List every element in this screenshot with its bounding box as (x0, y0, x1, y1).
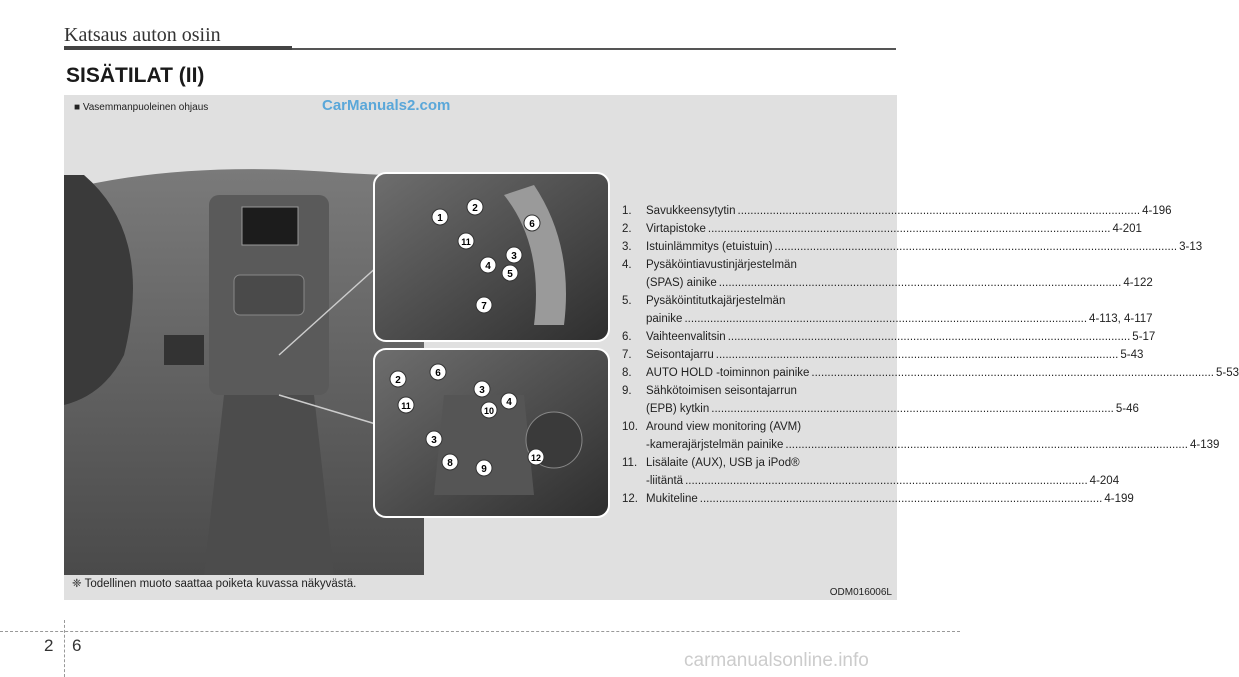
watermark-link[interactable]: CarManuals2.com (322, 97, 451, 114)
leader-dots (700, 490, 1103, 508)
footer-rule (0, 631, 960, 632)
item-number: 6. (622, 331, 632, 343)
leader-dots (775, 238, 1178, 256)
leader-dots (728, 328, 1131, 346)
component-list (622, 202, 1239, 508)
item-text: -kamerajärjstelmän painike (646, 439, 784, 451)
item-page-ref[interactable]: 5-43 (1120, 349, 1144, 361)
image-code: ODM016006L (829, 587, 892, 598)
item-page-ref[interactable]: 4-201 (1112, 223, 1142, 235)
pedal (164, 335, 204, 365)
list-item (622, 382, 1139, 418)
item-number: 8. (622, 367, 632, 379)
figure-panel (64, 95, 1239, 600)
item-text: -liitäntä (646, 475, 684, 487)
item-text: Savukkeensytytin (646, 205, 736, 217)
header-rule-thin (292, 48, 896, 50)
list-item (622, 364, 1239, 382)
console (204, 395, 334, 575)
figure-footnote: ❈ Todellinen muoto saattaa poiketa kuvassa näkyvästä. (72, 578, 357, 590)
item-page-ref[interactable]: 4-199 (1104, 493, 1134, 505)
item-text: Lisälaite (AUX), USB ja iPod® (646, 457, 800, 469)
item-page-ref[interactable]: 4-139 (1190, 439, 1220, 451)
item-number: 1. (622, 205, 632, 217)
section-title: SISÄTILAT (II) (66, 64, 205, 87)
item-text: Mukiteline (646, 493, 698, 505)
item-page-ref[interactable]: 5-46 (1115, 403, 1139, 415)
callout-label: 3 (479, 385, 485, 396)
list-item (622, 220, 1142, 238)
leader-dots (711, 400, 1114, 418)
callout-label: 4 (506, 397, 512, 408)
list-item (622, 454, 1120, 490)
item-text: AUTO HOLD -toiminnon painike (646, 367, 810, 379)
callout-label: 7 (481, 301, 487, 312)
callout-label: 11 (401, 401, 411, 411)
callout-label: 12 (530, 453, 542, 463)
steering-note: ■ Vasemmanpuoleinen ohjaus (74, 102, 209, 113)
callout-label: 1 (437, 213, 443, 224)
callout-label: 6 (529, 219, 535, 230)
leader-dots (811, 364, 1214, 382)
footer-divider (64, 620, 65, 677)
item-text: Pysäköintiavustinjärjestelmän (646, 259, 797, 271)
item-text: Istuinlämmitys (etuistuin) (646, 241, 773, 253)
item-number: 5. (622, 295, 632, 307)
item-number: 2. (622, 223, 632, 235)
item-text: Sähkötoimisen seisontajarrun (646, 385, 797, 397)
item-text: Around view monitoring (AVM) (646, 421, 802, 433)
header-rule-thick (64, 46, 292, 50)
list-item (622, 238, 1203, 256)
item-number: 11. (622, 457, 638, 469)
list-item (622, 490, 1134, 508)
callout-label: 5 (507, 269, 513, 280)
item-text: Seisontajarru (646, 349, 714, 361)
item-text: Vaihteenvalitsin (646, 331, 726, 343)
item-number: 4. (622, 259, 632, 271)
list-item (622, 328, 1156, 346)
item-page-ref[interactable]: 5-17 (1132, 331, 1156, 343)
leader-dots (738, 202, 1141, 220)
chapter-title: Katsaus auton osiin (64, 24, 221, 46)
page-number-left: 2 (44, 636, 54, 655)
item-page-ref[interactable]: 4-113, 4-117 (1089, 313, 1153, 325)
leader-dots (708, 220, 1111, 238)
item-page-ref[interactable]: 5-53 (1216, 367, 1239, 379)
callout-label: 3 (431, 435, 437, 446)
callout-label: 8 (447, 458, 453, 469)
item-number: 7. (622, 349, 632, 361)
item-page-ref[interactable]: 3-13 (1179, 241, 1203, 253)
item-text: Virtapistoke (646, 223, 706, 235)
callout-label: 2 (395, 375, 401, 386)
leader-dots (685, 472, 1088, 490)
item-number: 3. (622, 241, 632, 253)
item-text: (SPAS) ainike (646, 277, 717, 289)
leader-dots (719, 274, 1122, 292)
item-number: 10. (622, 421, 638, 433)
list-item (622, 418, 1220, 454)
callout-label: 4 (485, 261, 491, 272)
callout-label: 10 (483, 406, 495, 416)
leader-dots (716, 346, 1119, 364)
item-page-ref[interactable]: 4-204 (1089, 475, 1120, 487)
list-item (622, 292, 1153, 328)
callout-label: 6 (435, 368, 441, 379)
nav-screen (242, 207, 298, 245)
callout-label: 9 (481, 464, 487, 475)
page-number-right: 6 (72, 636, 82, 655)
item-text: painike (646, 313, 683, 325)
leader-dots (785, 436, 1188, 454)
inset-top (374, 173, 609, 341)
footer-watermark[interactable]: carmanualsonline.info (684, 650, 869, 671)
climate-panel (234, 275, 304, 315)
item-page-ref[interactable]: 4-122 (1123, 277, 1153, 289)
callout-label: 2 (472, 203, 478, 214)
list-item (622, 202, 1172, 220)
item-number: 9. (622, 385, 632, 397)
list-item (622, 256, 1153, 292)
item-text: Pysäköintitutkajärjestelmän (646, 295, 786, 307)
item-text: (EPB) kytkin (646, 403, 710, 415)
callout-label: 3 (511, 251, 517, 262)
callout-label: 11 (461, 237, 471, 247)
item-page-ref[interactable]: 4-196 (1142, 205, 1172, 217)
item-number: 12. (622, 493, 638, 505)
list-item (622, 346, 1144, 364)
leader-dots (684, 310, 1087, 328)
